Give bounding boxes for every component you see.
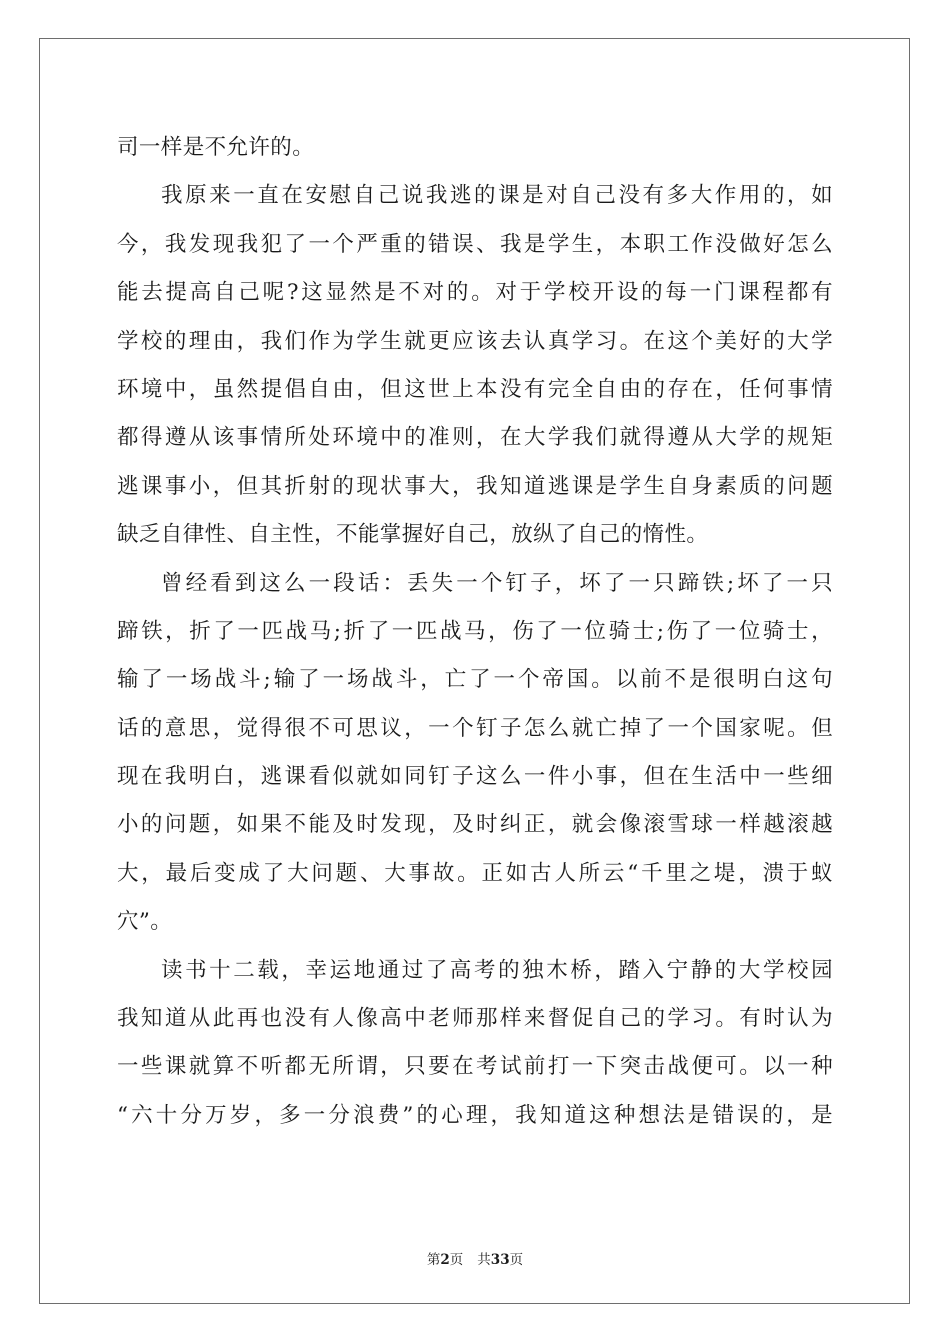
current-page-number: 2	[440, 1252, 450, 1268]
text-line: “六十分万岁，多一分浪费”的心理，我知道这种想法是错误的，是	[117, 1102, 833, 1128]
text-line: 穴”。	[117, 909, 173, 935]
footer-prefix: 第	[426, 1252, 441, 1268]
text-line: 司一样是不允许的。	[117, 135, 315, 160]
text-line: 我知道从此再也没有人像高中老师那样来督促自己的学习。有时认为	[117, 1006, 833, 1032]
text-line: 能去提高自己呢?这显然是不对的。对于学校开设的每一门课程都有	[117, 280, 833, 306]
text-line: 学校的理由，我们作为学生就更应该去认真学习。在这个美好的大学	[117, 328, 833, 354]
text-line: 现在我明白，逃课看似就如同钉子这么一件小事，但在生活中一些细	[117, 764, 833, 790]
footer-total-suffix: 页	[509, 1252, 524, 1268]
text-line: 蹄铁，折了一匹战马;折了一匹战马，伤了一位骑士;伤了一位骑士，	[117, 618, 833, 644]
footer-total-prefix: 共	[477, 1252, 491, 1268]
text-line: 话的意思，觉得很不可思议，一个钉子怎么就亡掉了一个国家呢。但	[117, 715, 833, 741]
footer-page-suffix: 页	[449, 1252, 464, 1268]
document-body	[117, 124, 833, 1140]
text-line: 环境中，虽然提倡自由，但这世上本没有完全自由的存在，任何事情	[117, 376, 833, 402]
text-line: 读书十二载，幸运地通过了高考的独木桥，踏入宁静的大学校园	[161, 957, 833, 983]
text-line: 缺乏自律性、自主性，不能掌握好自己，放纵了自己的惰性。	[117, 522, 709, 548]
text-line: 输了一场战斗;输了一场战斗，亡了一个帝国。以前不是很明白这句	[117, 667, 833, 693]
text-line: 我原来一直在安慰自己说我逃的课是对自己没有多大作用的，如	[161, 183, 833, 209]
text-line: 一些课就算不听都无所谓，只要在考试前打一下突击战便可。以一种	[117, 1054, 833, 1080]
text-line: 逃课事小，但其折射的现状事大，我知道逃课是学生自身素质的问题	[117, 473, 833, 499]
text-line: 小的问题，如果不能及时发现，及时纠正，就会像滚雪球一样越滚越	[117, 812, 833, 838]
total-page-count: 33	[490, 1252, 510, 1268]
text-line: 大，最后变成了大问题、大事故。正如古人所云“千里之堤，溃于蚁	[117, 860, 833, 886]
text-line: 曾经看到这么一段话：丢失一个钉子，坏了一只蹄铁;坏了一只	[161, 570, 833, 596]
text-line: 都得遵从该事情所处环境中的准则，在大学我们就得遵从大学的规矩	[117, 425, 833, 451]
page-footer	[0, 1248, 950, 1268]
text-line: 今，我发现我犯了一个严重的错误、我是学生，本职工作没做好怎么	[117, 231, 833, 257]
